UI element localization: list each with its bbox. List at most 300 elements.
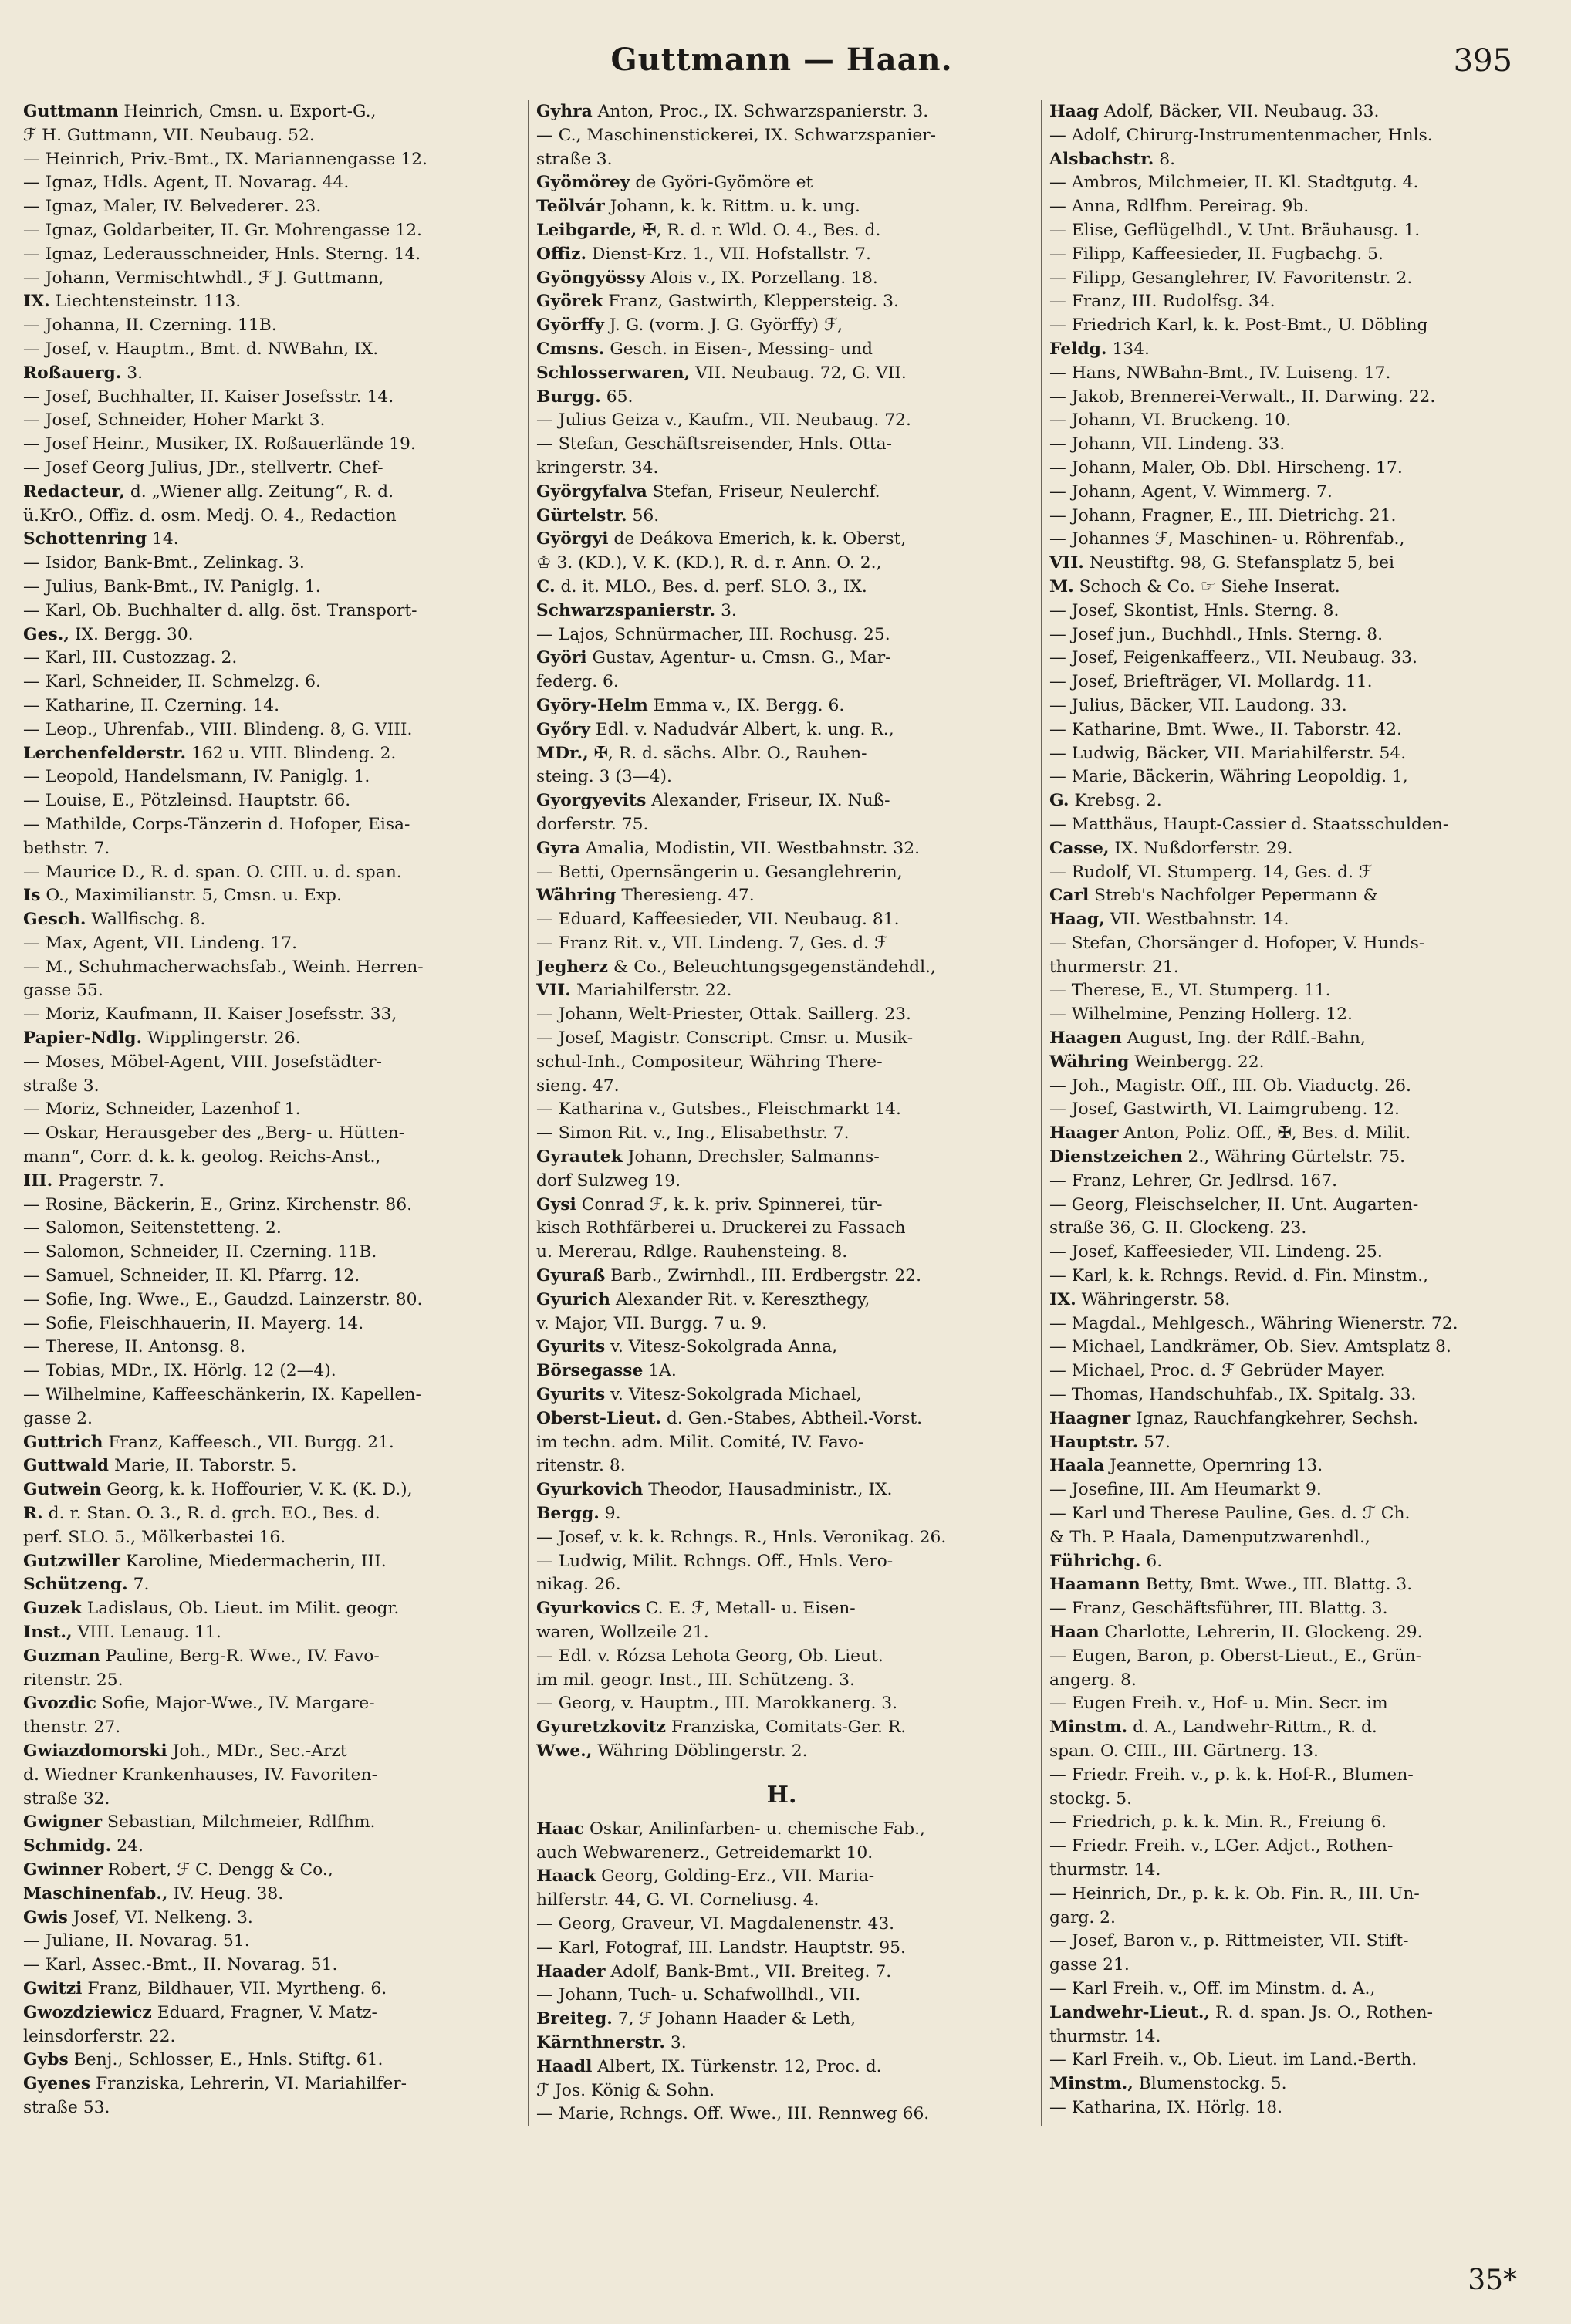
directory-entry-line: IX. Währingerstr. 58. <box>1049 1289 1231 1309</box>
directory-entry-line: — Joh., Magistr. Off., III. Ob. Viaductg. 26. <box>1049 1076 1411 1096</box>
directory-entry-line: Gyömörey de Györi-Gyömöre et <box>536 173 813 193</box>
directory-entry-line: — Moriz, Schneider, Lazenhof 1. <box>23 1100 301 1120</box>
directory-entry-line: — Franz Rit. v., VII. Lindeng. 7, Ges. d. ℱ <box>536 933 888 953</box>
directory-entry-line: Györi Gustav, Agentur- u. Cmsn. G., Mar- <box>536 648 891 668</box>
directory-entry-line: — Juliane, II. Novarag. 51. <box>23 1931 250 1951</box>
entry-surname: Schwarzspanierstr. <box>536 600 716 620</box>
directory-entry-line: C. d. it. MLO., Bes. d. perf. SLO. 3., IX. <box>536 576 867 596</box>
entry-surname: Lerchenfelderstr. <box>23 743 187 763</box>
directory-entry-line: — Simon Rit. v., Ing., Elisabethstr. 7. <box>536 1123 850 1143</box>
directory-entry-line: Gyuraß Barb., Zwirnhdl., III. Erdbergstr. 22. <box>536 1266 922 1286</box>
entry-surname: Guzman <box>23 1646 100 1666</box>
directory-entry-line: Währing Weinbergg. 22. <box>1049 1052 1265 1072</box>
entry-surname: Gwis <box>23 1907 68 1927</box>
entry-surname: C. <box>536 576 556 596</box>
directory-entry-line: — Elise, Geflügelhdl., V. Unt. Bräuhausg. 1. <box>1049 220 1421 240</box>
entry-surname: Schmidg. <box>23 1836 112 1856</box>
entry-surname: Gwigner <box>23 1812 103 1833</box>
directory-entry-line: Gyorgyevits Alexander, Friseur, IX. Nuß- <box>536 791 890 811</box>
entry-surname: Gutwein <box>23 1480 102 1500</box>
directory-entry-line: — Tobias, MDr., IX. Hörlg. 12 (2—4). <box>23 1361 336 1381</box>
directory-entry-line: Gyurich Alexander Rit. v. Kereszthegy, <box>536 1289 870 1309</box>
directory-entry-line: thurmstr. 14. <box>1049 1860 1161 1880</box>
directory-entry-line: — Johann, Fragner, E., III. Dietrichg. 21. <box>1049 505 1397 525</box>
directory-entry-line: Gwiazdomorski Joh., MDr., Sec.-Arzt <box>23 1741 347 1761</box>
directory-entry-line: v. Major, VII. Burgg. 7 u. 9. <box>536 1313 768 1333</box>
directory-entry-line: nikag. 26. <box>536 1575 621 1595</box>
directory-entry-line: perf. SLO. 5., Mölkerbastei 16. <box>23 1527 286 1547</box>
directory-entry-line: Györgyi de Deákova Emerich, k. k. Oberst, <box>536 529 907 549</box>
directory-entry-line: Gyrautek Johann, Drechsler, Salmanns- <box>536 1147 880 1167</box>
directory-entry-line: Roßauerg. 3. <box>23 363 144 383</box>
entry-surname: Haala <box>1049 1456 1105 1476</box>
entry-surname: Gutzwiller <box>23 1551 120 1571</box>
entry-surname: Dienstzeichen <box>1049 1147 1183 1167</box>
directory-entry-line: Kärnthnerstr. 3. <box>536 2032 687 2052</box>
directory-entry-line: Guttwald Marie, II. Taborstr. 5. <box>23 1456 297 1476</box>
directory-entry-line: — Maurice D., R. d. span. O. CIII. u. d. span. <box>23 862 402 882</box>
directory-entry-line: — Johanna, II. Czerning. 11B. <box>23 316 277 336</box>
entry-surname: Gyuraß <box>536 1266 606 1286</box>
directory-entry-line: — Max, Agent, VII. Lindeng. 17. <box>23 933 298 953</box>
entry-surname: Gwinner <box>23 1860 103 1880</box>
directory-entry-line: straße 3. <box>536 149 613 169</box>
directory-entry-line: — Stefan, Geschäftsreisender, Hnls. Otta- <box>536 434 892 454</box>
directory-entry-line: Landwehr-Lieut., R. d. span. Js. O., Rothen- <box>1049 2002 1433 2022</box>
directory-entry-line: — Josefine, III. Am Heumarkt 9. <box>1049 1480 1322 1500</box>
entry-surname: Győry <box>536 719 590 739</box>
directory-entry-line: — Johannes ℱ, Maschinen- u. Röhrenfab., <box>1049 529 1405 549</box>
directory-entry-line: leinsdorferstr. 22. <box>23 2026 176 2046</box>
directory-entry-line: thurmstr. 14. <box>1049 2026 1161 2046</box>
directory-entry-line: — Jakob, Brennerei-Verwalt., II. Darwing. 22. <box>1049 387 1436 407</box>
directory-entry-line: waren, Wollzeile 21. <box>536 1623 709 1642</box>
directory-entry-line: VII. Neustiftg. 98, G. Stefansplatz 5, bei <box>1049 553 1394 573</box>
directory-entry-line: Haagner Ignaz, Rauchfangkehrer, Sechsh. <box>1049 1408 1418 1428</box>
directory-entry-line: IX. Liechtensteinstr. 113. <box>23 292 242 312</box>
directory-entry-line: dorferstr. 75. <box>536 814 649 834</box>
directory-entry-line: — Johann, VII. Lindeng. 33. <box>1049 434 1286 454</box>
directory-entry-line: Gyuretzkovitz Franziska, Comitats-Ger. R. <box>536 1718 907 1738</box>
entry-surname: Gysi <box>536 1194 576 1214</box>
directory-entry-line: — Betti, Opernsängerin u. Gesanglehrerin, <box>536 862 903 882</box>
directory-entry-line: — Johann, Maler, Ob. Dbl. Hirscheng. 17. <box>1049 458 1403 478</box>
directory-entry-line: — Filipp, Gesanglehrer, IV. Favoritenstr. 2. <box>1049 268 1413 288</box>
entry-surname: R. <box>23 1504 43 1524</box>
directory-entry-line: federg. 6. <box>536 672 619 692</box>
directory-entry-line: M. Schoch & Co. ☞ Siehe Inserat. <box>1049 576 1340 596</box>
directory-entry-line: — Karl, III. Custozzag. 2. <box>23 648 238 668</box>
entry-surname: Haagner <box>1049 1408 1131 1428</box>
directory-entry-line: — Katharina, IX. Hörlg. 18. <box>1049 2097 1283 2117</box>
directory-entry-line: — Georg, v. Hauptm., III. Marokkanerg. 3. <box>536 1694 898 1714</box>
directory-entry-line: — Josef, Gastwirth, VI. Laimgrubeng. 12. <box>1049 1100 1400 1120</box>
directory-entry-line: Oberst-Lieut. d. Gen.-Stabes, Abtheil.-Vorst. <box>536 1408 923 1428</box>
directory-entry-line: — Franz, Geschäftsführer, III. Blattg. 3. <box>1049 1599 1388 1619</box>
entry-surname: Györgyi <box>536 529 609 549</box>
directory-entry-line: — Leop., Uhrenfab., VIII. Blindeng. 8, G. VIII. <box>23 719 413 739</box>
directory-entry-line: Haader Adolf, Bank-Bmt., VII. Breiteg. 7. <box>536 1961 892 1981</box>
directory-entry-line: — Johann, VI. Bruckeng. 10. <box>1049 410 1292 431</box>
directory-entry-line: Breiteg. 7, ℱ Johann Haader & Leth, <box>536 2009 856 2029</box>
directory-entry-line: — Josef, Kaffeesieder, VII. Lindeng. 25. <box>1049 1242 1383 1262</box>
entry-surname: Guttwald <box>23 1456 110 1476</box>
entry-surname: Schlosserwaren, <box>536 363 691 383</box>
directory-entry-line: MDr., ✠, R. d. sächs. Albr. O., Rauhen- <box>536 743 867 763</box>
entry-surname: Währing <box>1049 1052 1130 1072</box>
entry-surname: Gyenes <box>23 2074 91 2094</box>
directory-entry-line: Carl Streb's Nachfolger Pepermann & <box>1049 886 1378 906</box>
entry-surname: Börsegasse <box>536 1361 644 1381</box>
entry-surname: Gyra <box>536 838 580 858</box>
directory-entry-line: Hauptstr. 57. <box>1049 1432 1171 1452</box>
entry-surname: Kärnthnerstr. <box>536 2032 665 2052</box>
directory-entry-line: — Karl, Assec.-Bmt., II. Novarag. 51. <box>23 1955 338 1975</box>
directory-entry-line: Gwozdziewicz Eduard, Fragner, V. Matz- <box>23 2002 377 2022</box>
directory-entry-line: — Michael, Proc. d. ℱ Gebrüder Mayer. <box>1049 1361 1386 1381</box>
directory-entry-line: gasse 2. <box>23 1408 93 1428</box>
directory-entry-line: — Friedrich Karl, k. k. Post-Bmt., U. Döbling <box>1049 316 1428 336</box>
entry-surname: Schützeng. <box>23 1575 128 1595</box>
directory-entry-line: Haag, VII. Westbahnstr. 14. <box>1049 910 1289 930</box>
directory-entry-line: — Josef, Skontist, Hnls. Sterng. 8. <box>1049 600 1340 620</box>
directory-entry-line: — Josef Heinr., Musiker, IX. Roßauerlände 19. <box>23 434 416 454</box>
directory-entry-line: Wwe., Währing Döblingerstr. 2. <box>536 1741 808 1761</box>
entry-surname: Györi <box>536 648 587 668</box>
entry-surname: Gybs <box>23 2050 69 2070</box>
page-header <box>23 31 1540 100</box>
directory-entry-line: Alsbachstr. 8. <box>1049 149 1176 169</box>
directory-entry-line: — Salomon, Seitenstetteng. 2. <box>23 1218 282 1238</box>
directory-entry-line: — Thomas, Handschuhfab., IX. Spitalg. 33. <box>1049 1385 1417 1405</box>
directory-entry-line: Gutzwiller Karoline, Miedermacherin, III. <box>23 1551 387 1571</box>
directory-entry-line: Guttmann Heinrich, Cmsn. u. Export-G., <box>23 102 377 121</box>
directory-entry-line: schul-Inh., Compositeur, Währing There- <box>536 1052 883 1072</box>
directory-entry-line: — Matthäus, Haupt-Cassier d. Staatsschulden- <box>1049 814 1449 834</box>
directory-entry-line: & Th. P. Haala, Damenputzwarenhdl., <box>1049 1527 1370 1547</box>
directory-entry-line: — Friedrich, p. k. k. Min. R., Freiung 6. <box>1049 1812 1387 1833</box>
entry-surname: Offiz. <box>536 244 587 264</box>
directory-entry-line: Ges., IX. Bergg. 30. <box>23 624 194 644</box>
directory-entry-line: Schmidg. 24. <box>23 1836 144 1856</box>
directory-entry-line: angerg. 8. <box>1049 1670 1137 1690</box>
directory-entry-line: Haamann Betty, Bmt. Wwe., III. Blattg. 3. <box>1049 1575 1413 1595</box>
directory-entry-line: kisch Rothfärberei u. Druckerei zu Fassach <box>536 1218 906 1238</box>
directory-entry-line: ü.KrO., Offiz. d. osm. Medj. O. 4., Redaction <box>23 505 397 525</box>
directory-entry-line: Györek Franz, Gastwirth, Kleppersteig. 3. <box>536 292 899 312</box>
entry-surname: Haag <box>1049 102 1100 121</box>
directory-entry-line: bethstr. 7. <box>23 838 110 858</box>
directory-entry-line: — Louise, E., Pötzleinsd. Hauptstr. 66. <box>23 791 351 811</box>
directory-entry-line: — Katharina v., Gutsbes., Fleischmarkt 14. <box>536 1100 901 1120</box>
directory-entry-line: G. Krebsg. 2. <box>1049 791 1162 811</box>
directory-entry-line: — Josef, Briefträger, VI. Mollardg. 11. <box>1049 672 1373 692</box>
directory-entry-line: gasse 55. <box>23 981 103 1001</box>
directory-entry-line: Gyhra Anton, Proc., IX. Schwarzspanierstr. 3. <box>536 102 929 121</box>
directory-entry-line: Gyurkovich Theodor, Hausadministr., IX. <box>536 1480 893 1500</box>
directory-entry-line: Gwitzi Franz, Bildhauer, VII. Myrtheng. 6. <box>23 1978 387 1998</box>
directory-entry-line: straße 32. <box>23 1789 110 1809</box>
entry-surname: Ges., <box>23 624 69 644</box>
directory-entry-line: — Ignaz, Hdls. Agent, II. Novarag. 44. <box>23 173 350 193</box>
directory-entry-line: — Julius, Bäcker, VII. Laudong. 33. <box>1049 695 1347 715</box>
directory-entry-line: Haack Georg, Golding-Erz., VII. Maria- <box>536 1866 875 1887</box>
entry-surname: Haager <box>1049 1123 1119 1143</box>
directory-entry-line: — Edl. v. Rózsa Lehota Georg, Ob. Lieut. <box>536 1646 883 1666</box>
directory-entry-line: — Magdal., Mehlgesch., Währing Wienerstr. 72. <box>1049 1313 1458 1333</box>
directory-entry-line: Haag Adolf, Bäcker, VII. Neubaug. 33. <box>1049 102 1380 121</box>
directory-entry-line: VII. Mariahilferstr. 22. <box>536 981 732 1001</box>
directory-entry-line: — Oskar, Herausgeber des „Berg- u. Hütten- <box>23 1123 405 1143</box>
entry-surname: Haag, <box>1049 910 1105 930</box>
entry-surname: Wwe., <box>536 1741 593 1761</box>
directory-entry-line: hilferstr. 44, G. VI. Corneliusg. 4. <box>536 1890 819 1910</box>
directory-entry-line: — Hans, NWBahn-Bmt., IV. Luiseng. 17. <box>1049 363 1391 383</box>
directory-entry-line: — Isidor, Bank-Bmt., Zelinkag. 3. <box>23 553 305 573</box>
entry-surname: Haack <box>536 1866 596 1887</box>
directory-entry-line: — C., Maschinenstickerei, IX. Schwarzspanier- <box>536 125 937 145</box>
entry-surname: Gyurkovics <box>536 1599 640 1619</box>
directory-entry-line: — Ignaz, Goldarbeiter, II. Gr. Mohrengasse 12. <box>23 220 422 240</box>
directory-entry-line: Gwigner Sebastian, Milchmeier, Rdlfhm. <box>23 1812 376 1833</box>
entry-surname: Györek <box>536 292 603 312</box>
directory-entry-line: Haadl Albert, IX. Türkenstr. 12, Proc. d. <box>536 2056 882 2076</box>
directory-entry-line: — Sofie, Ing. Wwe., E., Gaudzd. Lainzerstr. 80. <box>23 1289 423 1309</box>
directory-entry-line: — Ignaz, Maler, IV. Belvederег. 23. <box>23 197 322 217</box>
entry-surname: III. <box>23 1170 53 1191</box>
entry-surname: Minstm., <box>1049 2074 1133 2094</box>
directory-entry-line: Györgyfalva Stefan, Friseur, Neulerchf. <box>536 481 880 502</box>
entry-surname: Guttrich <box>23 1432 103 1452</box>
entry-surname: Landwehr-Lieut., <box>1049 2002 1211 2022</box>
directory-entry-line: — Samuel, Schneider, II. Kl. Pfarrg. 12. <box>23 1266 360 1286</box>
directory-entry-line: — Ignaz, Lederausschneider, Hnls. Sterng. 14. <box>23 244 421 264</box>
directory-entry-line: Teölvár Johann, k. k. Rittm. u. k. ung. <box>536 197 860 217</box>
column-middle <box>528 100 1027 2126</box>
entry-surname: Gwozdziewicz <box>23 2002 152 2022</box>
directory-entry-line: — Mathilde, Corps-Tänzerin d. Hofoper, Eisa- <box>23 814 410 834</box>
entry-surname: Teölvár <box>536 197 605 217</box>
directory-entry-line: — Michael, Landkrämer, Ob. Siev. Amtsplatz 8. <box>1049 1337 1451 1357</box>
entry-surname: Gürtelstr. <box>536 505 627 525</box>
entry-surname: Guttmann <box>23 102 119 121</box>
directory-entry-line: — Karl, Ob. Buchhalter d. allg. öst. Transport- <box>23 600 417 620</box>
directory-entry-line: im mil. geogr. Inst., III. Schützeng. 3. <box>536 1670 855 1690</box>
directory-entry-line: — Filipp, Kaffeesieder, II. Fugbachg. 5. <box>1049 244 1383 264</box>
directory-entry-line: — Heinrich, Dr., p. k. k. Ob. Fin. R., III. Un- <box>1049 1883 1420 1903</box>
directory-entry-line: — Adolf, Chirurg-Instrumentenmacher, Hnls. <box>1049 125 1433 145</box>
directory-entry-line: gasse 21. <box>1049 1955 1130 1975</box>
directory-entry-line: — Ludwig, Bäcker, VII. Mariahilferstr. 54. <box>1049 743 1407 763</box>
directory-entry-line: Gwis Josef, VI. Nelkeng. 3. <box>23 1907 253 1927</box>
directory-entry-line: — Georg, Graveur, VI. Magdalenenstr. 43. <box>536 1914 895 1934</box>
directory-entry-line: — Johann, Vermischtwhdl., ℱ J. Guttmann, <box>23 268 384 288</box>
directory-entry-line: — Karl und Therese Pauline, Ges. d. ℱ Ch. <box>1049 1504 1411 1524</box>
entry-surname: Feldg. <box>1049 339 1107 359</box>
directory-entry-line: R. d. r. Stan. O. 3., R. d. grch. EO., Bes. d. <box>23 1504 380 1524</box>
directory-entry-line: — Karl Freih. v., Off. im Minstm. d. A., <box>1049 1978 1376 1998</box>
directory-entry-line: Haagen August, Ing. der Rdlf.-Bahn, <box>1049 1029 1366 1049</box>
directory-entry-line: Gvozdic Sofie, Major-Wwe., IV. Margare- <box>23 1694 375 1714</box>
directory-entry-line: Papier-Ndlg. Wipplingerstr. 26. <box>23 1029 301 1049</box>
directory-columns <box>23 100 1540 2126</box>
directory-entry-line: — Lajos, Schnürmacher, III. Rochusg. 25. <box>536 624 890 644</box>
directory-entry-line: — Eugen, Baron, p. Oberst-Lieut., E., Grün- <box>1049 1646 1422 1666</box>
directory-entry-line: — Eduard, Kaffeesieder, VII. Neubaug. 81. <box>536 910 900 930</box>
directory-entry-line: — Therese, II. Antonsg. 8. <box>23 1337 246 1357</box>
directory-entry-line: — Johann, Agent, V. Wimmerg. 7. <box>1049 481 1333 502</box>
directory-entry-line: steing. 3 (3—4). <box>536 767 672 787</box>
page-title: Guttmann — Haan. <box>610 42 953 78</box>
directory-entry-line: Offiz. Dienst-Krz. 1., VII. Hofstallstr. 7. <box>536 244 871 264</box>
directory-entry-line: — Sofie, Fleischhauerin, II. Mayerg. 14. <box>23 1313 364 1333</box>
directory-entry-line: Haager Anton, Poliz. Off., ✠, Bes. d. Milit. <box>1049 1123 1411 1143</box>
entry-surname: Haan <box>1049 1623 1100 1642</box>
entry-surname: Gyöngyössy <box>536 268 646 288</box>
entry-surname: Gyrautek <box>536 1147 623 1167</box>
directory-entry-line: — Rudolf, VI. Stumperg. 14, Ges. d. ℱ <box>1049 862 1372 882</box>
directory-entry-line: Bergg. 9. <box>536 1504 621 1524</box>
directory-entry-line: — Karl, k. k. Rchngs. Revid. d. Fin. Minstm., <box>1049 1266 1429 1286</box>
directory-entry-line: — Stefan, Chorsänger d. Hofoper, V. Hunds- <box>1049 933 1425 953</box>
entry-surname: VII. <box>536 981 571 1001</box>
entry-surname: Haadl <box>536 2056 593 2076</box>
entry-surname: Hauptstr. <box>1049 1432 1139 1452</box>
directory-entry-line: Führichg. 6. <box>1049 1551 1163 1571</box>
directory-entry-line: d. Wiedner Krankenhauses, IV. Favoriten- <box>23 1765 377 1785</box>
directory-entry-line: straße 53. <box>23 2097 110 2117</box>
directory-entry-line: Lerchenfelderstr. 162 u. VIII. Blindeng. 2. <box>23 743 397 763</box>
directory-entry-line: Redacteur, d. „Wiener allg. Zeitung“, R. d. <box>23 481 394 502</box>
column-right <box>1041 100 1540 2126</box>
directory-entry-line: — Anna, Rdlfhm. Pereirag. 9b. <box>1049 197 1309 217</box>
directory-entry-line: Maschinenfab., IV. Heug. 38. <box>23 1883 284 1903</box>
entry-surname: Minstm. <box>1049 1718 1128 1738</box>
directory-entry-line: auch Webwarenerz., Getreidemarkt 10. <box>536 1843 873 1863</box>
entry-surname: Burgg. <box>536 387 601 407</box>
entry-surname: Haamann <box>1049 1575 1140 1595</box>
entry-surname: Is <box>23 886 41 906</box>
entry-surname: Gesch. <box>23 910 86 930</box>
directory-entry-line: Haala Jeannette, Opernring 13. <box>1049 1456 1323 1476</box>
directory-entry-line: Guzman Pauline, Berg-R. Wwe., IV. Favo- <box>23 1646 380 1666</box>
directory-entry-line: Gwinner Robert, ℱ C. Dengg & Co., <box>23 1860 333 1880</box>
directory-entry-line: Schützeng. 7. <box>23 1575 150 1595</box>
directory-entry-line: Guzek Ladislaus, Ob. Lieut. im Milit. geogr. <box>23 1599 400 1619</box>
entry-surname: G. <box>1049 791 1069 811</box>
entry-surname: Gyhra <box>536 102 593 121</box>
directory-entry-line: III. Pragerstr. 7. <box>23 1170 165 1191</box>
entry-surname: Guzek <box>23 1599 82 1619</box>
directory-entry-line: im techn. adm. Milit. Comité, IV. Favo- <box>536 1432 864 1452</box>
directory-entry-line: — Julius, Bank-Bmt., IV. Paniglg. 1. <box>23 576 321 596</box>
directory-entry-line: — Karl, Schneider, II. Schmelzg. 6. <box>23 672 321 692</box>
directory-entry-line: — Katharine, Bmt. Wwe., II. Taborstr. 42. <box>1049 719 1402 739</box>
entry-surname: Gyurits <box>536 1337 606 1357</box>
directory-entry-line: — M., Schuhmacherwachsfab., Weinh. Herren- <box>23 957 424 977</box>
directory-entry-line: Gyenes Franziska, Lehrerin, VI. Mariahilfer- <box>23 2074 407 2094</box>
directory-entry-line: — Josef jun., Buchhdl., Hnls. Sterng. 8. <box>1049 624 1383 644</box>
directory-entry-line: Minstm., Blumenstockg. 5. <box>1049 2074 1287 2094</box>
directory-entry-line: Leibgarde, ✠, R. d. r. Wld. O. 4., Bes. d. <box>536 220 881 240</box>
entry-surname: Papier-Ndlg. <box>23 1029 143 1049</box>
entry-surname: Casse, <box>1049 838 1110 858</box>
entry-surname: M. <box>1049 576 1074 596</box>
directory-entry-line: Gysi Conrad ℱ, k. k. priv. Spinnerei, tür- <box>536 1194 883 1214</box>
directory-entry-line: Györy-Helm Emma v., IX. Bergg. 6. <box>536 695 845 715</box>
directory-entry-line: mann“, Corr. d. k. k. geolog. Reichs-Anst., <box>23 1147 381 1167</box>
directory-entry-line: Györffy J. G. (vorm. J. G. Györffy) ℱ, <box>536 316 843 336</box>
sheet-signature: 35* <box>1468 2265 1517 2296</box>
directory-entry-line: u. Mererau, Rdlge. Rauhensteing. 8. <box>536 1242 848 1262</box>
directory-entry-line: — Ludwig, Milit. Rchngs. Off., Hnls. Vero- <box>536 1551 894 1571</box>
entry-surname: Gwiazdomorski <box>23 1741 167 1761</box>
directory-entry-line: Inst., VIII. Lenaug. 11. <box>23 1623 221 1642</box>
directory-entry-line: — Johann, Welt-Priester, Ottak. Saillerg. 23. <box>536 1005 911 1025</box>
page-number: 395 <box>1453 43 1512 79</box>
directory-entry-line: Casse, IX. Nußdorferstr. 29. <box>1049 838 1293 858</box>
entry-surname: Inst., <box>23 1623 73 1642</box>
directory-entry-line: — Marie, Rchngs. Off. Wwe., III. Rennweg 66. <box>536 2104 930 2124</box>
directory-entry-line: — Wilhelmine, Penzing Hollerg. 12. <box>1049 1005 1353 1025</box>
directory-entry-line: sieng. 47. <box>536 1076 620 1096</box>
directory-entry-line: Schottenring 14. <box>23 529 179 549</box>
directory-entry-line: Gürtelstr. 56. <box>536 505 660 525</box>
entry-surname: Gyorgyevits <box>536 791 647 811</box>
directory-entry-line: — Therese, E., VI. Stumperg. 11. <box>1049 981 1331 1001</box>
directory-entry-line: — Josef, v. k. k. Rchngs. R., Hnls. Veronikag. 26. <box>536 1527 947 1547</box>
directory-entry-line: Guttrich Franz, Kaffeesch., VII. Burgg. 21. <box>23 1432 394 1452</box>
directory-entry-line: Gyra Amalia, Modistin, VII. Westbahnstr. 32. <box>536 838 920 858</box>
directory-entry-line: — Julius Geiza v., Kaufm., VII. Neubaug. 72. <box>536 410 911 431</box>
directory-entry-line: straße 3. <box>23 1076 100 1096</box>
directory-entry-line: Gyurkovics C. E. ℱ, Metall- u. Eisen- <box>536 1599 856 1619</box>
entry-surname: Gyurich <box>536 1289 611 1309</box>
directory-entry-line: span. O. CIII., III. Gärtnerg. 13. <box>1049 1741 1319 1761</box>
directory-entry-line: Gyurits v. Vitesz-Sokolgrada Michael, <box>536 1385 862 1405</box>
entry-surname: Gyurits <box>536 1385 606 1405</box>
directory-entry-line: — Josef, v. Hauptm., Bmt. d. NWBahn, IX. <box>23 339 379 359</box>
entry-surname: Bergg. <box>536 1504 600 1524</box>
directory-entry-line: — Josef, Feigenkaffeerz., VII. Neubaug. 33. <box>1049 648 1417 668</box>
directory-entry-line: — Ambros, Milchmeier, II. Kl. Stadtgutg. 4. <box>1049 173 1419 193</box>
directory-entry-line: ritenstr. 8. <box>536 1456 626 1476</box>
entry-surname: Györy-Helm <box>536 695 648 715</box>
entry-surname: Gyurkovich <box>536 1480 644 1500</box>
directory-entry-line: Gyurits v. Vitesz-Sokolgrada Anna, <box>536 1337 838 1357</box>
directory-entry-line: — Katharine, II. Czerning. 14. <box>23 695 280 715</box>
directory-entry-line: ritenstr. 25. <box>23 1670 123 1690</box>
directory-entry-line: dorf Sulzweg 19. <box>536 1170 681 1191</box>
entry-surname: Gwitzi <box>23 1978 83 1998</box>
directory-entry-line: — Georg, Fleischselcher, II. Unt. Augarten- <box>1049 1194 1419 1214</box>
entry-surname: Oberst-Lieut. <box>536 1408 661 1428</box>
directory-entry-line: — Leopold, Handelsmann, IV. Paniglg. 1. <box>23 767 370 787</box>
directory-entry-line: kringerstr. 34. <box>536 458 659 478</box>
directory-entry-line: ℱ Jos. König & Sohn. <box>536 2080 715 2100</box>
entry-surname: VII. <box>1049 553 1084 573</box>
directory-entry-line: — Franz, Lehrer, Gr. Jedlrsd. 167. <box>1049 1170 1338 1191</box>
entry-surname: Roßauerg. <box>23 363 122 383</box>
directory-entry-line: Gesch. Wallfischg. 8. <box>23 910 206 930</box>
entry-surname: Gyömörey <box>536 173 630 193</box>
directory-entry-line: Jegherz & Co., Beleuchtungsgegenständehdl., <box>536 957 936 977</box>
section-letter-heading: H. <box>766 1781 797 1809</box>
directory-entry-line: Minstm. d. A., Landwehr-Rittm., R. d. <box>1049 1718 1377 1738</box>
entry-surname: IX. <box>23 292 50 312</box>
directory-entry-line: straße 36, G. II. Glockeng. 23. <box>1049 1218 1307 1238</box>
entry-surname: Gyuretzkovitz <box>536 1718 666 1738</box>
